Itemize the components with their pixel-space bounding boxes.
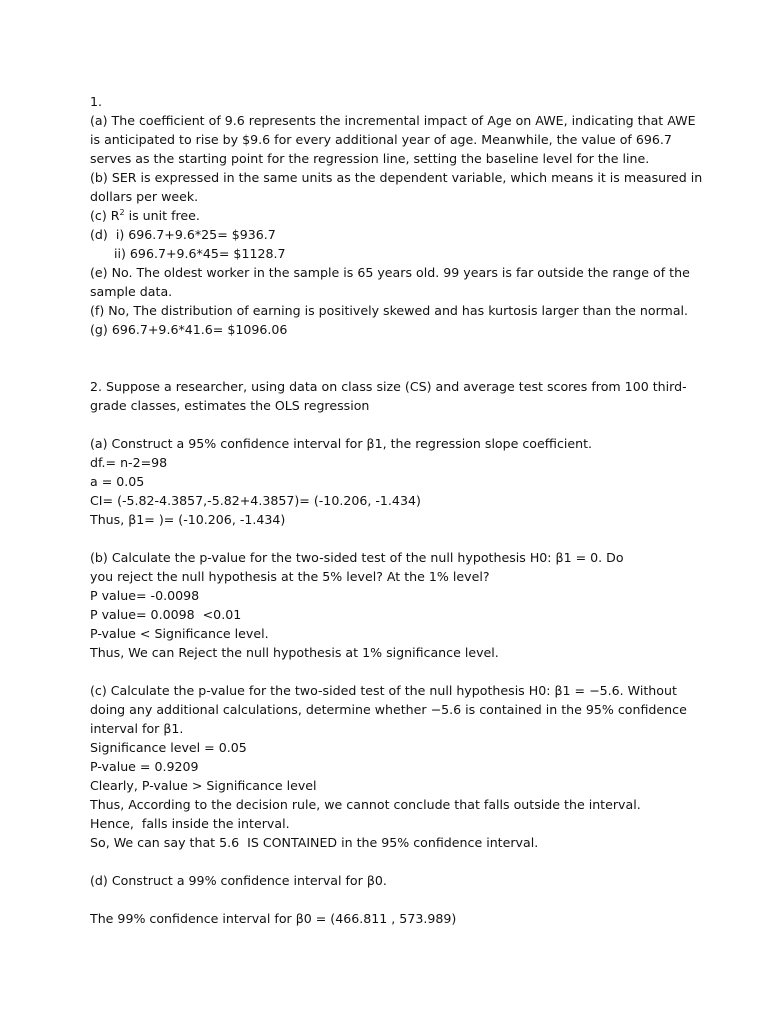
question-2c-line-1: (c) Calculate the p-value for the two-sided test of the null hypothesis H0: β1 = −5.6. Without	[90, 683, 677, 698]
answer-2b-line-1: P value= -0.0098	[90, 588, 200, 603]
answer-1e-line-1: (e) No. The oldest worker in the sample is 65 years old. 99 years is far outside the range of the	[90, 265, 690, 280]
spacer	[90, 852, 690, 871]
answer-1a-line-3: serves as the starting point for the regression line, setting the baseline level for the line.	[90, 151, 650, 166]
answer-2c-line-5: Hence, falls inside the interval.	[90, 816, 290, 831]
answer-1d-line-1: (d) i) 696.7+9.6*25= $936.7	[90, 227, 276, 242]
spacer	[90, 339, 690, 377]
question-number-1: 1.	[90, 94, 103, 109]
question-2b-line-2: you reject the null hypothesis at the 5% level? At the 1% level?	[90, 569, 490, 584]
answer-2a-line-2: a = 0.05	[90, 474, 145, 489]
answer-2a-line-4: Thus, β1= )= (-10.206, -1.434)	[90, 512, 286, 527]
answer-2c-line-2: P-value = 0.9209	[90, 759, 199, 774]
answer-2c-line-3: Clearly, P-value > Significance level	[90, 778, 317, 793]
answer-2d: The 99% confidence interval for β0 = (466.811 , 573.989)	[90, 911, 457, 926]
answer-1g: (g) 696.7+9.6*41.6= $1096.06	[90, 322, 288, 337]
answer-2c-line-1: Significance level = 0.05	[90, 740, 247, 755]
question-2a: (a) Construct a 95% confidence interval for β1, the regression slope coefficient.	[90, 436, 593, 451]
answer-2a-line-3: CI= (-5.82-4.3857,-5.82+4.3857)= (-10.206, -1.434)	[90, 493, 421, 508]
answer-1c-prefix: (c) R	[90, 208, 120, 223]
question-2-intro-line-1: 2. Suppose a researcher, using data on class size (CS) and average test scores from 100 third-	[90, 379, 687, 394]
question-2b-line-1: (b) Calculate the p-value for the two-sided test of the null hypothesis H0: β1 = 0. Do	[90, 550, 624, 565]
answer-1a-line-1: (a) The coefficient of 9.6 represents the incremental impact of Age on AWE, indicating that AWE	[90, 113, 696, 128]
spacer	[90, 662, 690, 681]
answer-2b-line-3: P-value < Significance level.	[90, 626, 269, 641]
answer-1b-line-1: (b) SER is expressed in the same units as the dependent variable, which means it is measured in	[90, 170, 703, 185]
question-2c-line-3: interval for β1.	[90, 721, 184, 736]
spacer	[90, 529, 690, 548]
answer-2a-line-1: df.= n-2=98	[90, 455, 168, 470]
answer-2b-line-4: Thus, We can Reject the null hypothesis at 1% significance level.	[90, 645, 499, 660]
document-body	[90, 92, 703, 928]
question-2-intro-line-2: grade classes, estimates the OLS regression	[90, 398, 370, 413]
answer-2c-line-6: So, We can say that 5.6 IS CONTAINED in the 95% confidence interval.	[90, 835, 539, 850]
answer-1c	[90, 206, 690, 225]
answer-2b-line-2: P value= 0.0098 <0.01	[90, 607, 242, 622]
question-2d: (d) Construct a 99% confidence interval for β0.	[90, 873, 387, 888]
answer-1f: (f) No, The distribution of earning is positively skewed and has kurtosis larger than the normal.	[90, 303, 689, 318]
answer-1a-line-2: is anticipated to rise by $9.6 for every additional year of age. Meanwhile, the value of 696.7	[90, 132, 672, 147]
answer-1b-line-2: dollars per week.	[90, 189, 199, 204]
answer-2c-line-4: Thus, According to the decision rule, we cannot conclude that falls outside the interval.	[90, 797, 641, 812]
spacer	[90, 415, 690, 434]
spacer	[90, 890, 690, 909]
answer-1d-line-2: ii) 696.7+9.6*45= $1128.7	[114, 246, 286, 261]
answer-1c-suffix: is unit free.	[124, 208, 200, 223]
question-2c-line-2: doing any additional calculations, determine whether −5.6 is contained in the 95% confidence	[90, 702, 687, 717]
answer-1e-line-2: sample data.	[90, 284, 173, 299]
answer-1c-superscript: 2	[119, 208, 125, 217]
